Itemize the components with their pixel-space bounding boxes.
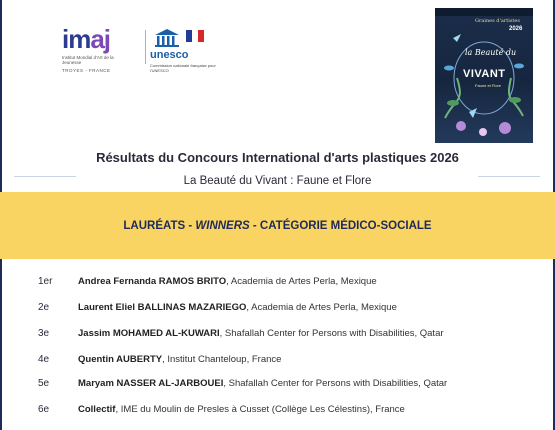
category-band — [0, 192, 555, 259]
unesco-wordmark: unesco — [150, 49, 189, 61]
logo-divider — [145, 30, 146, 64]
list-item — [0, 328, 555, 346]
poster-year: 2026 — [509, 26, 523, 32]
list-item — [0, 276, 555, 294]
winner-name: Quentin AUBERTY — [78, 354, 163, 365]
winner-name: Maryam NASSER AL-JARBOUEI — [78, 378, 224, 389]
unesco-logo — [150, 28, 220, 76]
winner-entry — [78, 354, 281, 365]
page-subtitle: La Beauté du Vivant : Faune et Flore — [183, 175, 372, 187]
page-title: Résultats du Concours International d'arts plastiques 2026 — [96, 150, 459, 165]
winner-rank: 3e — [38, 328, 50, 339]
winner-rank: 1er — [38, 276, 53, 287]
france-flag-icon — [186, 30, 204, 42]
imaj-wordmark: imaj — [62, 24, 111, 54]
list-item — [0, 354, 555, 372]
winner-details: , Academia de Artes Perla, Mexique — [226, 276, 377, 287]
imaj-location: TROYES - FRANCE — [62, 68, 111, 73]
winner-details: , Academia de Artes Perla, Mexique — [246, 302, 397, 313]
winner-details: , Shafallah Center for Persons with Disabilities, Qatar — [223, 378, 448, 389]
imaj-logo — [62, 24, 142, 84]
winner-rank: 6e — [38, 404, 50, 415]
imaj-subtitle: Institut Mondial d'Art de la Jeunesse — [62, 55, 114, 65]
winner-name: Jassim MOHAMED AL-KUWARI — [78, 328, 220, 339]
winner-entry — [78, 404, 405, 415]
winner-entry — [78, 276, 377, 287]
winner-details: , Institut Chanteloup, France — [162, 354, 282, 365]
unesco-subtitle: Commission nationale française pour l'UNESCO — [150, 63, 216, 73]
winner-rank: 4e — [38, 354, 50, 365]
list-item — [0, 378, 555, 396]
poster-title-main: VIVANT — [463, 68, 506, 80]
winner-name: Collectif — [78, 404, 116, 415]
winner-details: , IME du Moulin de Presles à Cusset (Collège Les Célestins), France — [115, 404, 405, 415]
winner-entry — [78, 378, 447, 389]
winner-details: , Shafallah Center for Persons with Disabilities, Qatar — [219, 328, 444, 339]
contest-poster — [435, 8, 533, 143]
unesco-temple-icon — [154, 28, 180, 48]
winner-entry — [78, 328, 444, 339]
winner-entry — [78, 302, 397, 313]
winner-name: Andrea Fernanda RAMOS BRITO — [78, 276, 227, 287]
poster-title-script: la Beauté du — [465, 48, 517, 57]
list-item — [0, 302, 555, 320]
winner-name: Laurent Eliel BALLINAS MAZARIEGO — [78, 302, 247, 313]
list-item — [0, 404, 555, 422]
category-heading: LAURÉATS - WINNERS - CATÉGORIE MÉDICO-SOCIALE — [123, 220, 432, 232]
poster-subtitle: Faune et Flore — [475, 83, 502, 88]
winner-rank: 2e — [38, 302, 50, 313]
winner-rank: 5e — [38, 378, 50, 389]
poster-brand: Graines d'artistes — [475, 18, 520, 24]
